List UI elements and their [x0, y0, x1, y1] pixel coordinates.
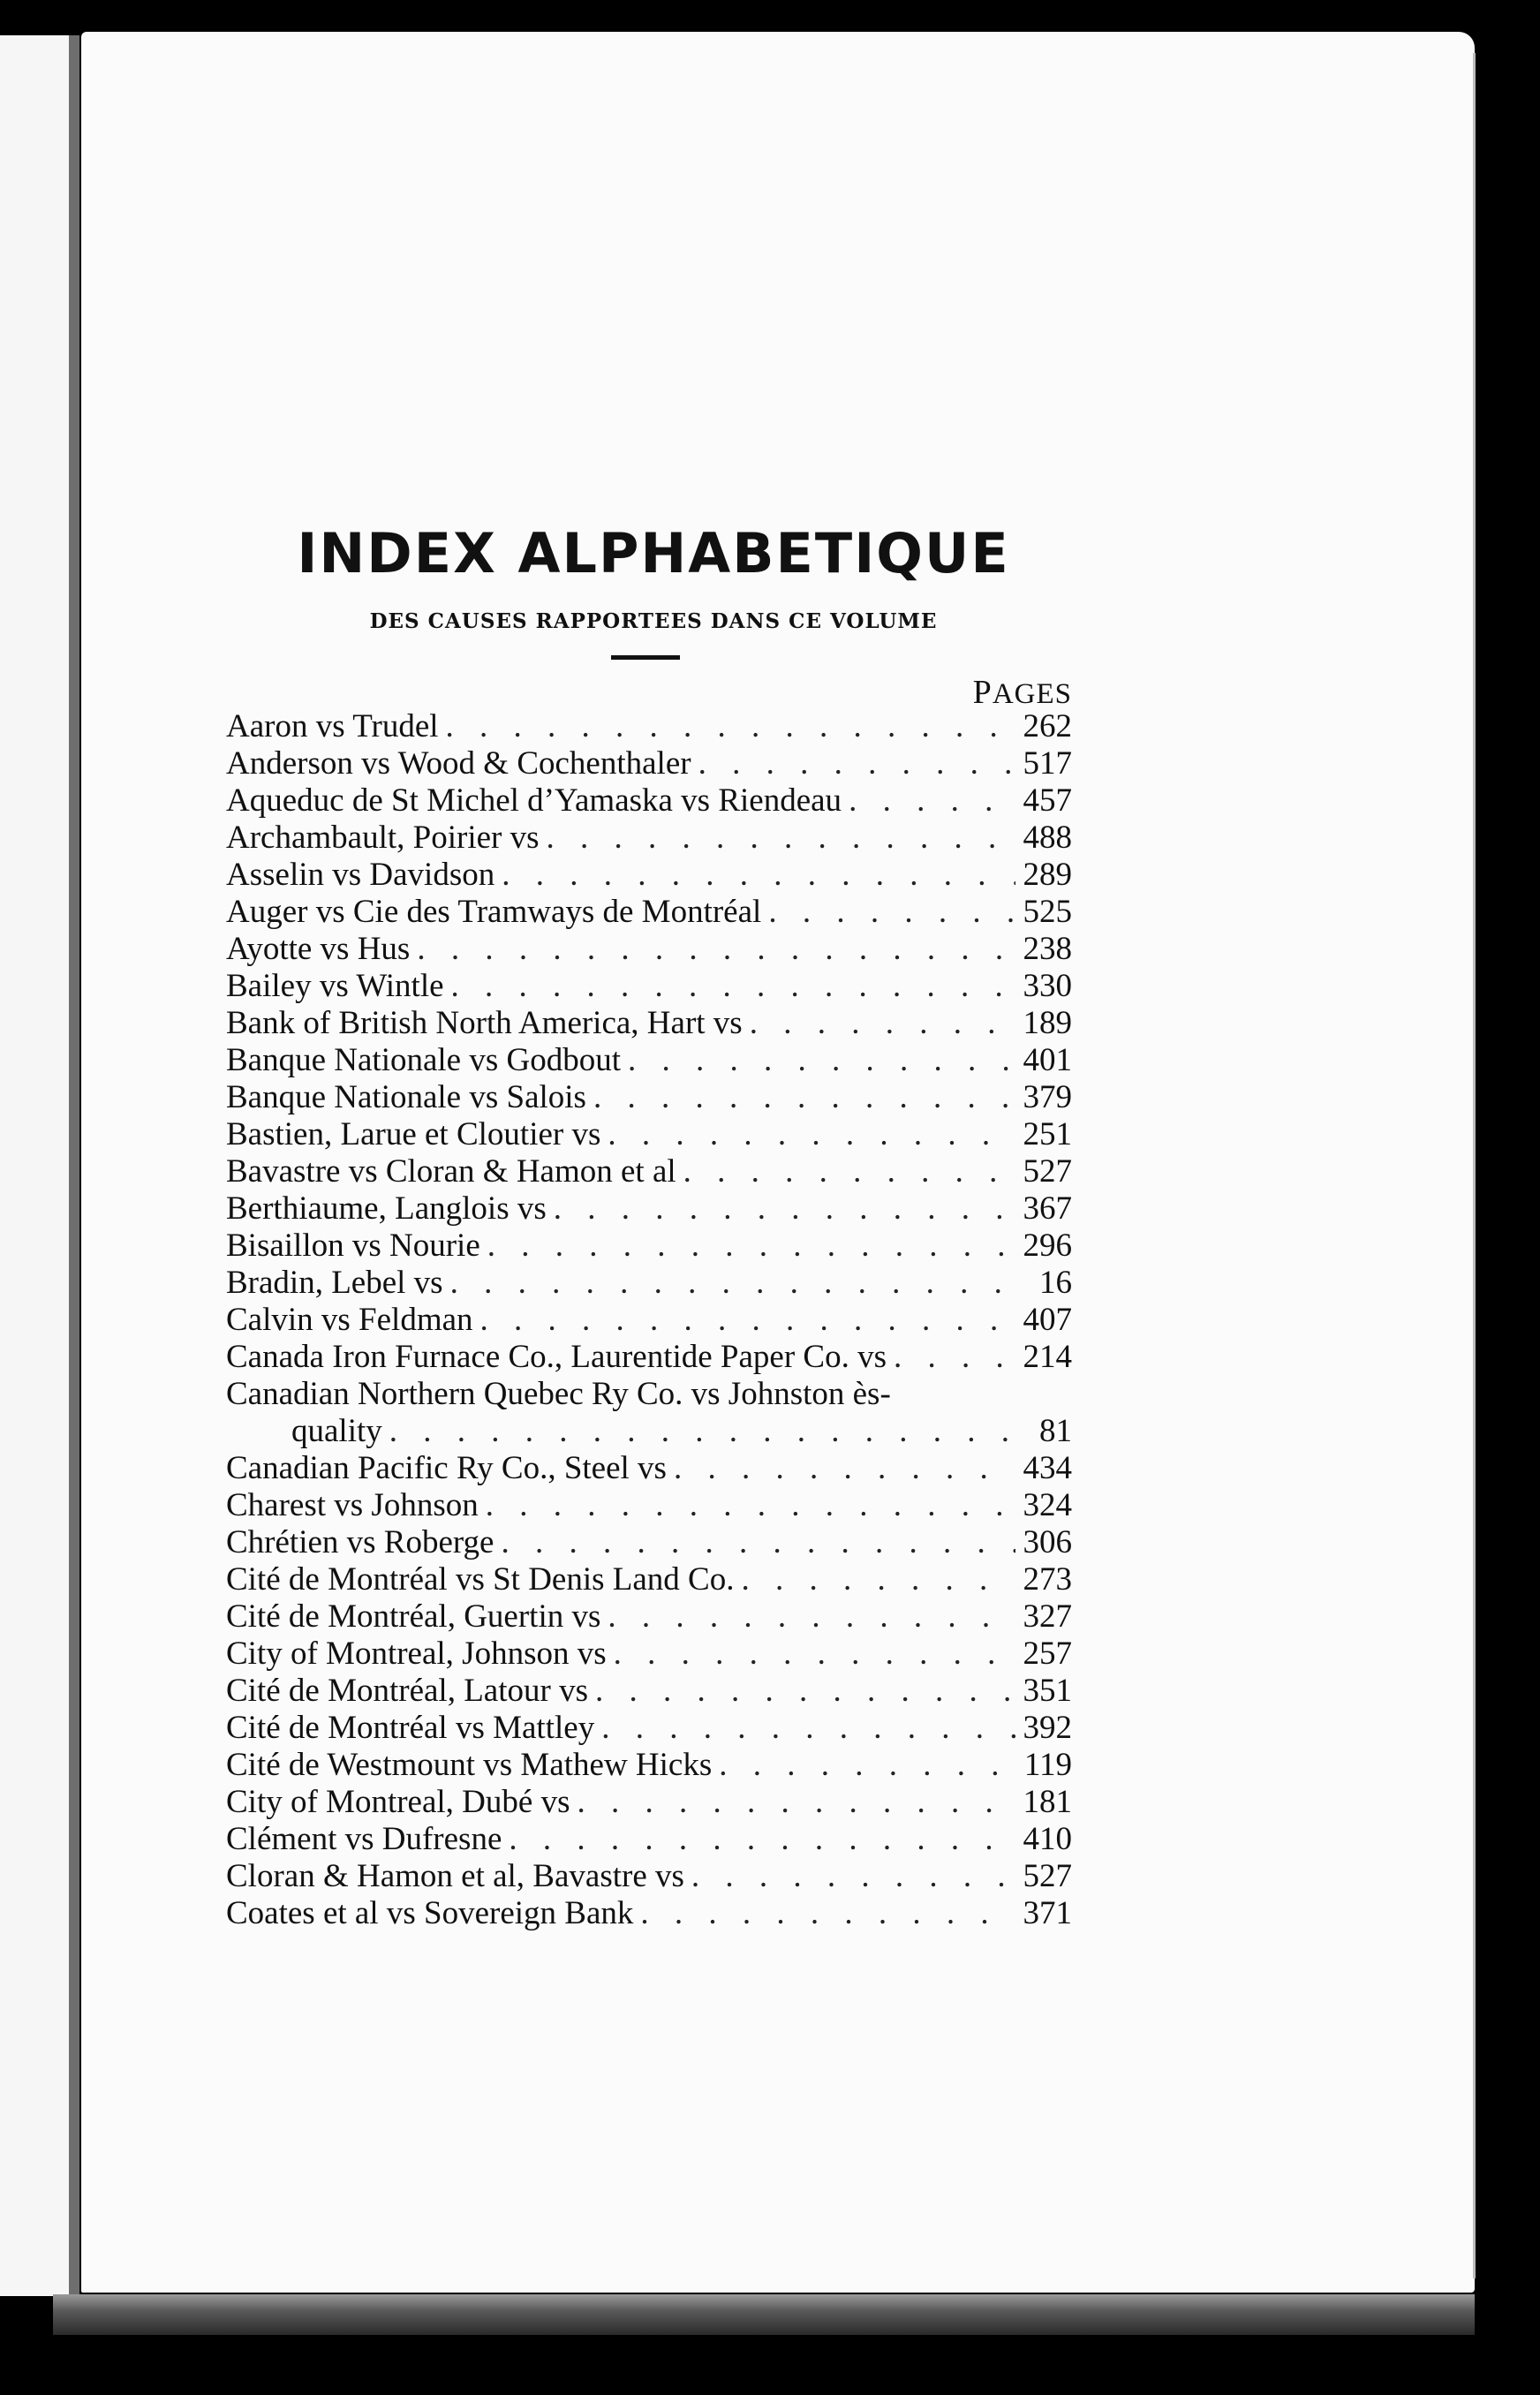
dot-leader [480, 1302, 1015, 1339]
entry-page-number: 296 [1023, 1228, 1072, 1264]
entry-page-number: 16 [1039, 1265, 1072, 1301]
entry-page-number: 434 [1023, 1450, 1072, 1486]
entry-name: Canadian Pacific Ry Co., Steel vs [226, 1450, 667, 1486]
book-spine [69, 35, 79, 2296]
index-entry [226, 1858, 1072, 1895]
dot-leader [417, 931, 1015, 968]
dot-leader [554, 1190, 1015, 1228]
dot-leader [389, 1413, 1015, 1450]
dot-leader [601, 1710, 1015, 1747]
index-entry [226, 1784, 1072, 1821]
dot-leader [502, 857, 1015, 894]
dot-leader [742, 1561, 1016, 1598]
entry-name: Asselin vs Davidson [226, 857, 495, 893]
entry-page-number: 324 [1023, 1487, 1072, 1523]
title-rule [611, 655, 680, 660]
index-entry [226, 1005, 1072, 1042]
entry-name: Cité de Montréal, Guertin vs [226, 1598, 601, 1635]
entry-name: Calvin vs Feldman [226, 1302, 473, 1338]
dot-leader [768, 894, 1015, 931]
entry-name: Auger vs Cie des Tramways de Montréal [226, 894, 762, 930]
index-entry [226, 708, 1072, 745]
entry-page-number: 189 [1023, 1005, 1072, 1041]
entry-name: Clément vs Dufresne [226, 1821, 502, 1857]
entry-page-number: 214 [1023, 1339, 1072, 1375]
page-title: INDEX ALPHABETIQUE [297, 521, 1010, 586]
dot-leader [683, 1153, 1015, 1190]
dot-leader [608, 1116, 1015, 1153]
index-entry [226, 931, 1072, 968]
index-entry [226, 1636, 1072, 1673]
entry-page-number: 527 [1023, 1858, 1072, 1894]
entry-page-number: 527 [1023, 1153, 1072, 1190]
index-entry [226, 1339, 1072, 1376]
index-entry [226, 1561, 1072, 1598]
left-page-edge [0, 35, 72, 2296]
entry-page-number: 181 [1023, 1784, 1072, 1820]
entry-name: Canada Iron Furnace Co., Laurentide Paper Co. vs [226, 1339, 887, 1375]
entry-page-number: 401 [1023, 1042, 1072, 1078]
entry-page-number: 306 [1023, 1524, 1072, 1560]
index-entry [226, 1895, 1072, 1932]
dot-leader [509, 1821, 1015, 1858]
entry-name: Banque Nationale vs Godbout [226, 1042, 621, 1078]
entry-name: Aaron vs Trudel [226, 708, 439, 744]
entry-page-number: 119 [1023, 1747, 1072, 1783]
entry-name: Cloran & Hamon et al, Bavastre vs [226, 1858, 684, 1894]
entry-name: Bailey vs Wintle [226, 968, 444, 1004]
index-entry [226, 1821, 1072, 1858]
entry-name: Charest vs Johnson [226, 1487, 479, 1523]
entry-page-number: 525 [1023, 894, 1072, 930]
bottom-page-edge [53, 2294, 1475, 2335]
dot-leader [674, 1450, 1015, 1487]
dot-leader [451, 968, 1015, 1005]
dot-leader [547, 820, 1016, 857]
dot-leader [691, 1858, 1015, 1895]
entry-name: Aqueduc de St Michel d’Yamaska vs Riendeau [226, 782, 842, 819]
entry-name: Banque Nationale vs Salois [226, 1079, 586, 1115]
entry-page-number: 251 [1023, 1116, 1072, 1152]
entry-name: City of Montreal, Dubé vs [226, 1784, 570, 1820]
entry-page-number: 273 [1023, 1561, 1072, 1598]
index-entry [226, 1302, 1072, 1339]
entry-page-number: 327 [1023, 1598, 1072, 1635]
pages-header-initial: P [972, 674, 993, 711]
dot-leader [608, 1598, 1015, 1636]
entry-page-number: 330 [1023, 968, 1072, 1004]
entry-name: Anderson vs Wood & Cochenthaler [226, 745, 691, 782]
index-entry-continuation [226, 1413, 1072, 1450]
dot-leader [501, 1524, 1015, 1561]
entry-name: Bank of British North America, Hart vs [226, 1005, 743, 1041]
index-entry [226, 1747, 1072, 1784]
entry-page-number: 392 [1023, 1710, 1072, 1746]
page-subtitle: DES CAUSES RAPPORTEES DANS CE VOLUME [369, 609, 938, 633]
dot-leader [487, 1228, 1015, 1265]
entry-name: Chrétien vs Roberge [226, 1524, 494, 1560]
index-entry [226, 1710, 1072, 1747]
entry-name: Cité de Montréal, Latour vs [226, 1673, 588, 1709]
dot-leader [849, 782, 1015, 820]
entry-page-number: 407 [1023, 1302, 1072, 1338]
entry-page-number: 379 [1023, 1079, 1072, 1115]
entry-name: Bavastre vs Cloran & Hamon et al [226, 1153, 676, 1190]
entry-name: Cité de Westmount vs Mathew Hicks [226, 1747, 713, 1783]
entry-name: Cité de Montréal vs Mattley [226, 1710, 595, 1746]
index-entry [226, 1265, 1072, 1302]
dot-leader [640, 1895, 1015, 1932]
dot-leader [450, 1265, 1015, 1302]
entry-name: Bisaillon vs Nourie [226, 1228, 480, 1264]
entry-page-number: 517 [1023, 745, 1072, 782]
index-entry [226, 1524, 1072, 1561]
entry-page-number: 457 [1023, 782, 1072, 819]
entry-name: Cité de Montréal vs St Denis Land Co. [226, 1561, 735, 1598]
index-entry [226, 1042, 1072, 1079]
dot-leader [614, 1636, 1015, 1673]
index-entry [226, 1228, 1072, 1265]
dot-leader [894, 1339, 1015, 1376]
entry-page-number: 410 [1023, 1821, 1072, 1857]
entry-page-number: 289 [1023, 857, 1072, 893]
dot-leader [719, 1747, 1015, 1784]
entry-page-number: 367 [1023, 1190, 1072, 1227]
entry-page-number: 488 [1023, 820, 1072, 856]
dot-leader [698, 745, 1015, 782]
entry-name: Ayotte vs Hus [226, 931, 411, 967]
dot-leader [486, 1487, 1015, 1524]
index-entry [226, 820, 1072, 857]
entry-name: Bradin, Lebel vs [226, 1265, 443, 1301]
dot-leader [593, 1079, 1015, 1116]
index-entry [226, 1116, 1072, 1153]
index-entry [226, 1598, 1072, 1636]
entry-name: Canadian Northern Quebec Ry Co. vs Johnston ès- [226, 1376, 891, 1412]
entry-page-number: 371 [1023, 1895, 1072, 1931]
index-entry [226, 894, 1072, 931]
entry-name: Bastien, Larue et Cloutier vs [226, 1116, 601, 1152]
entry-page-number: 262 [1023, 708, 1072, 744]
dot-leader [750, 1005, 1015, 1042]
entry-name: Berthiaume, Langlois vs [226, 1190, 547, 1227]
index-entry [226, 1153, 1072, 1190]
index-entry [226, 968, 1072, 1005]
index-entry [226, 745, 1072, 782]
index-entry [226, 1487, 1072, 1524]
entry-name: Archambault, Poirier vs [226, 820, 540, 856]
right-page-edge [1473, 53, 1476, 2278]
dot-leader [446, 708, 1015, 745]
pages-column-header [883, 673, 1072, 712]
index-entry [226, 1079, 1072, 1116]
index-entry [226, 1450, 1072, 1487]
dot-leader [628, 1042, 1015, 1079]
pages-header-rest: AGES [992, 678, 1072, 710]
entry-name: Coates et al vs Sovereign Bank [226, 1895, 634, 1931]
entry-name: City of Montreal, Johnson vs [226, 1636, 607, 1672]
index-entry [226, 782, 1072, 820]
index-entry [226, 857, 1072, 894]
entry-page-number: 238 [1023, 931, 1072, 967]
dot-leader [577, 1784, 1015, 1821]
entry-name-continuation: quality [291, 1413, 382, 1449]
index-entry [226, 1673, 1072, 1710]
index-list [226, 708, 1072, 1932]
dot-leader [595, 1673, 1015, 1710]
entry-page-number: 351 [1023, 1673, 1072, 1709]
index-entry [226, 1376, 1072, 1413]
entry-page-number: 257 [1023, 1636, 1072, 1672]
entry-page-number: 81 [1039, 1413, 1072, 1449]
index-entry [226, 1190, 1072, 1228]
